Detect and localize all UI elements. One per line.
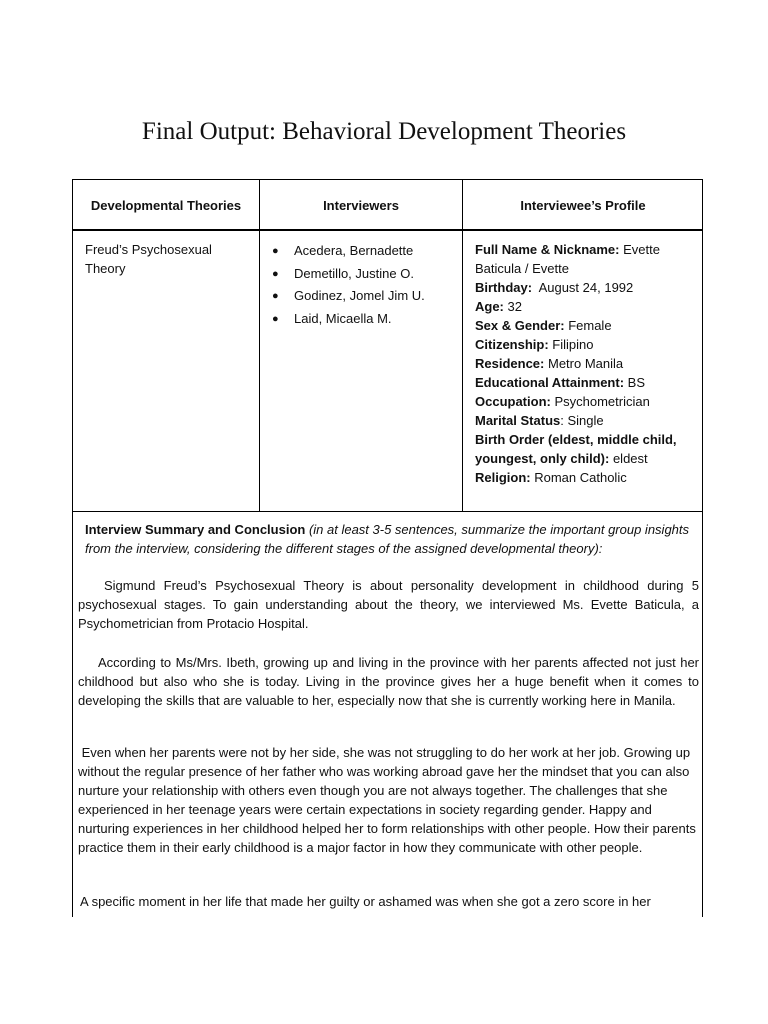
- profile-field: Age: 32: [475, 299, 522, 314]
- profile-field: Birthday: August 24, 1992: [475, 280, 634, 295]
- profile-field: Religion: Roman Catholic: [475, 470, 627, 485]
- list-item: ● Acedera, Bernadette: [272, 240, 425, 263]
- interviewee-profile: [475, 240, 697, 487]
- theory-cell: Freud’s Psychosexual Theory: [85, 242, 212, 276]
- bullet-icon: ●: [272, 312, 279, 325]
- bullet-icon: ●: [272, 290, 279, 302]
- summary-paragraph: Even when her parents were not by her side, she was not struggling to do her work at her job. Growing up without the regular presence of her father who was working abroad gave her the mindset that you can also nurture your relationship with others even though you are not always together. The challenges that she experienced in her teenage years were certain expectations in society regarding gender. Happy and nurturing experiences in her childhood helped her to form relationships with other people. How their parents practice them in their early childhood is a major factor in how they communicate with other people.: [78, 745, 700, 855]
- document-title: Final Output: Behavioral Development Theories: [141, 118, 627, 145]
- bullet-icon: ●: [272, 267, 279, 280]
- summary-section: [73, 520, 702, 558]
- summary-paragraph: According to Ms/Mrs. Ibeth, growing up and living in the province with her parents affected not just her childhood but also who she is today. Living in the province gives her a huge benefit when it comes to developing the skills that are valuable to her, especially now that she is currently working here in Manila.: [78, 655, 699, 708]
- profile-field: Sex & Gender: Female: [475, 318, 612, 333]
- header-developmental-theories: Developmental Theories: [90, 198, 242, 213]
- list-item: ● Laid, Micaella M.: [272, 308, 425, 331]
- summary-paragraph: Sigmund Freud’s Psychosexual Theory is about personality development in childhood during 5 psychosexual stages. To gain understanding about the theory, we interviewed Ms. Evette Baticula, a Psychometrician from Protacio Hospital.: [78, 578, 699, 631]
- column-divider: [462, 180, 463, 512]
- column-divider: [259, 180, 260, 512]
- interviewers-list: [272, 240, 425, 330]
- profile-field: Educational Attainment: BS: [475, 375, 645, 390]
- list-item: ● Godinez, Jomel Jim U.: [272, 285, 425, 308]
- profile-field: Marital Status: Single: [475, 413, 604, 428]
- profile-field: Full Name & Nickname: Evette Baticula / Evette: [475, 242, 660, 276]
- interview-table: [72, 179, 703, 917]
- bullet-icon: ●: [272, 245, 279, 257]
- header-interviewee-profile: Interviewee’s Profile: [520, 198, 646, 213]
- profile-field: Citizenship: Filipino: [475, 337, 594, 352]
- list-item: ● Demetillo, Justine O.: [272, 263, 425, 286]
- profile-field: Occupation: Psychometrician: [475, 394, 650, 409]
- profile-field: Residence: Metro Manila: [475, 356, 624, 371]
- profile-field: Birth Order (eldest, middle child, youngest, only child): eldest: [475, 432, 677, 466]
- table-header-row: [73, 180, 702, 231]
- header-interviewers: Interviewers: [323, 198, 399, 213]
- summary-heading: Interview Summary and Conclusion (in at least 3-5 sentences, summarize the important group insights from the interview, considering the different stages of the assigned developmental theory):: [85, 522, 690, 556]
- summary-paragraph: A specific moment in her life that made her guilty or ashamed was when she got a zero score in her: [80, 894, 651, 909]
- row-divider: [73, 511, 702, 512]
